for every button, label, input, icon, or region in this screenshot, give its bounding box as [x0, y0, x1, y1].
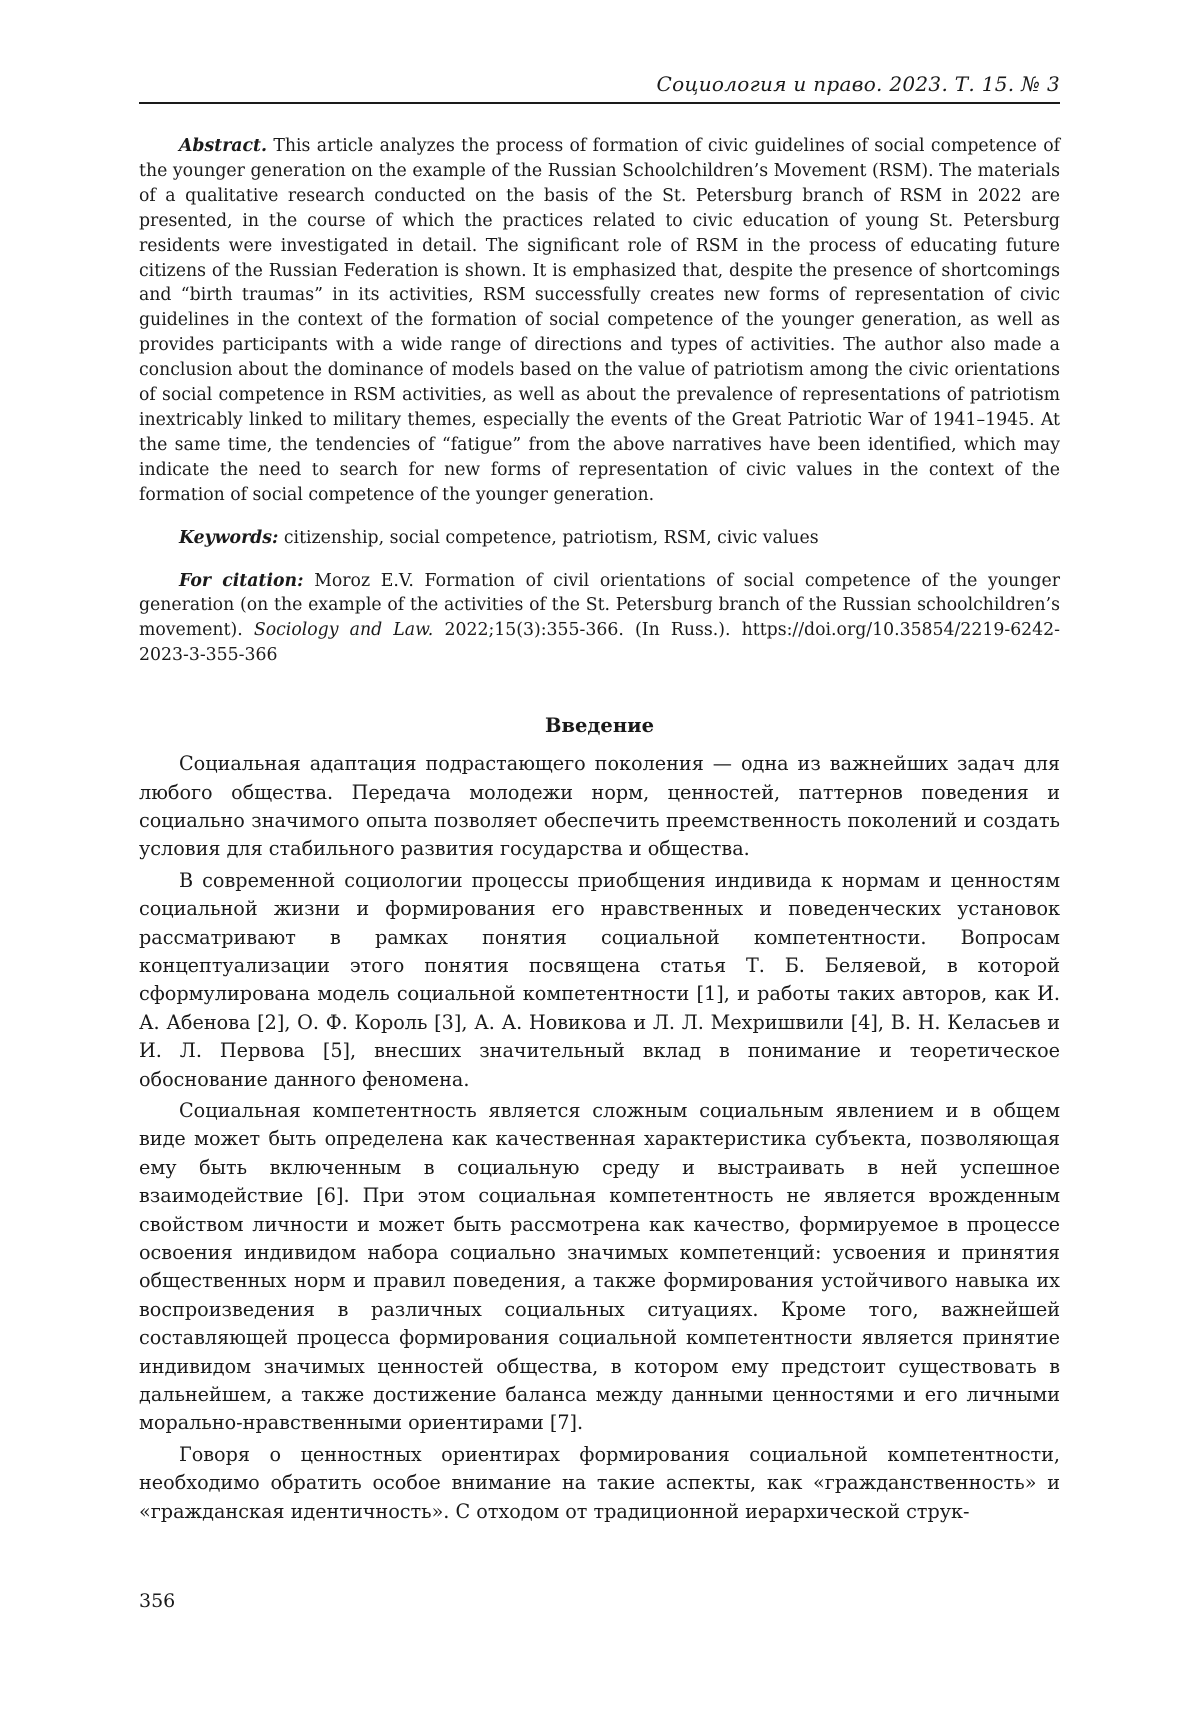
running-head: Социология и право. 2023. Т. 15. № 3 — [139, 70, 1060, 104]
citation-text-before: Moroz E.V. Formation of civil orientations of social competence of the younger generation (on the example of the activities of the St. Petersburg branch of the Russian schoolchildren’s movement). — [139, 570, 1060, 641]
abstract-section — [139, 134, 1060, 668]
citation-paragraph — [139, 569, 1060, 669]
citation-journal: Sociology and Law. — [253, 620, 434, 641]
abstract-text: This article analyzes the process of formation of civic guidelines of social competence of the younger generation on the example of the Russian Schoolchildren’s Movement (RSM). The materials of a qualitative research conducted on the basis of the St. Petersburg branch of RSM in 2022 are presented, in the course of which the practices related to civic education of young St. Petersburg residents were investigated in detail. The significant role of RSM in the process of educating future citizens of the Russian Federation is shown. It is emphasized that, despite the presence of shortcomings and “birth traumas” in its activities, RSM successfully creates new forms of representation of civic guidelines in the context of the formation of social competence of the younger generation, as well as provides participants with a wide range of directions and types of activities. The author also made a conclusion about the dominance of models based on the value of patriotism among the civic orientations of social competence in RSM activities, as well as about the prevalence of representations of patriotism inextricably linked to military themes, especially the events of the Great Patriotic War of 1941–1945. At the same time, the tendencies of “fatigue” from the above narratives have been identified, which may indicate the need to search for new forms of representation of civic values in the context of the formation of social competence of the younger generation. — [139, 136, 1060, 505]
body-paragraph: Социальная адаптация подрастающего поколения — одна из важнейших задач для любого общества. Передача молодежи норм, ценностей, паттернов поведения и социально значимого опыта позволяет обеспечить преемственность поколений и создать условия для стабильного развития государства и общества. — [139, 752, 1060, 861]
keywords-text: citizenship, social competence, patriotism, RSM, civic values — [278, 527, 819, 548]
section-title: Введение — [545, 714, 654, 738]
keywords-label: Keywords: — [179, 527, 279, 548]
keywords-paragraph — [139, 526, 1060, 551]
body-paragraph: В современной социологии процессы приобщения индивида к нормам и ценностям социальной жизни и формирования его нравственных и поведенческих установок рассматривают в рамках понятия социальной компетентности. Вопросам концептуализации этого понятия посвящена статья Т. Б. Беляевой, в которой сформулирована модель социальной компетентности [1], и работы таких авторов, как И. А. Абенова [2], О. Ф. Король [3], А. А. Новикова и Л. Л. Мехришвили [4], В. Н. Келасьев и И. Л. Первова [5], внесших значительный вклад в понимание и теоретическое обоснование данного феномена. — [139, 868, 1060, 1091]
body-paragraph: Говоря о ценностных ориентирах формирования социальной компетентности, необходимо обратить особое внимание на такие аспекты, как «гражданственность» и «гражданская идентичность». С отходом от традиционной иерархической струк- — [139, 1442, 1060, 1523]
abstract-paragraph — [139, 134, 1060, 508]
abstract-label: Abstract. — [179, 136, 268, 156]
citation-label: For citation: — [179, 570, 304, 591]
citation-text-after: 2022;15(3):355-366. (In Russ.). https://doi.org/10.35854/2219-6242-2023-3-355-366 — [139, 620, 1061, 666]
body-text — [139, 750, 1060, 1526]
page-number: 356 — [139, 1590, 176, 1612]
body-paragraph: Социальная компетентность является сложным социальным явлением и в общем виде может быть определена как качественная характеристика субъекта, позволяющая ему быть включенным в социальную среду и выстраивать в ней успешное взаимодействие [6]. При этом социальная компетентность не является врожденным свойством личности и может быть рассмотрена как качество, формируемое в процессе освоения индивидом набора социально значимых компетенций: усвоения и принятия общественных норм и правил поведения, а также формирования устойчивого навыка их воспроизведения в различных социальных ситуациях. Кроме того, важнейшей составляющей процесса формирования социальной компетентности является принятие индивидом значимых ценностей общества, в котором ему предстоит существовать в дальнейшем, а также достижение баланса между данными ценностями и его личными морально-нравственными ориентирами [7]. — [139, 1099, 1060, 1435]
page — [139, 70, 1060, 1670]
